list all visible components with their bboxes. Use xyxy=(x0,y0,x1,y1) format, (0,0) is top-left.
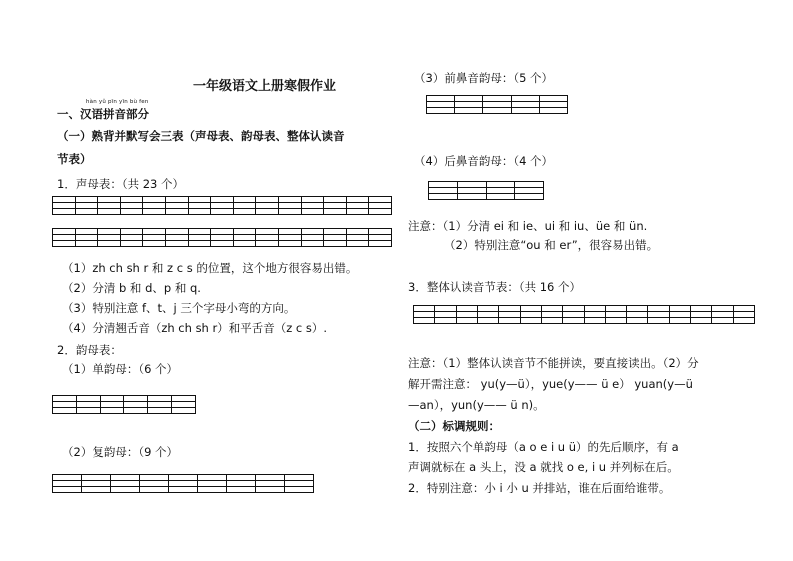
qianbi-label: （3）前鼻音韵母：（5 个） xyxy=(414,71,554,85)
rule-2: 2．特别注意：小 i 小 u 并排站，谁在后面给谁带。 xyxy=(408,481,671,495)
fuyunmu-table xyxy=(52,474,314,493)
note2-line3: —an），yun(y—— ü n)。 xyxy=(408,398,545,412)
shengmu-note-4: （4）分清翘舌音（zh ch sh r）和平舌音（z c s）. xyxy=(62,321,328,335)
note1-line1: 注意：（1）分清 ei 和 ie、ui 和 iu、üe 和 ün. xyxy=(408,219,648,233)
danyunmu-label: （1）单韵母：（6 个） xyxy=(62,362,179,376)
shengmu-label: 1．声母表：（共 23 个） xyxy=(57,177,185,191)
note1-line2: （2）特别注意“ou 和 er”，很容易出错。 xyxy=(444,238,659,252)
shengmu-table-top xyxy=(52,196,392,215)
shengmu-note-2: （2）分清 b 和 d、p 和 q. xyxy=(62,281,201,295)
fuyunmu-label: （2）复韵母：（9 个） xyxy=(62,445,179,459)
subsection-heading-2: （二）标调规则： xyxy=(408,419,500,433)
note2-line1: 注意：（1）整体认读音节不能拼读，要直接读出。（2）分 xyxy=(408,356,699,370)
subsection-heading-1-cont: 节表） xyxy=(57,152,92,166)
section-heading: 一、汉语拼音部分 xyxy=(57,107,149,121)
page-title: 一年级语文上册寒假作业 xyxy=(193,79,337,94)
qianbi-table xyxy=(426,95,568,114)
shengmu-table-bottom xyxy=(52,228,392,247)
rule-1-cont: 声调就标在 a 头上，没 a 就找 o e, i u 并列标在后。 xyxy=(408,460,679,474)
shengmu-note-1: （1）zh ch sh r 和 z c s 的位置，这个地方很容易出错。 xyxy=(62,261,358,275)
zhengti-table xyxy=(413,305,755,324)
pinyin-annotation: hàn yǔ pīn yīn bù fen xyxy=(86,99,149,105)
rule-1: 1．按照六个单韵母（a o e i u ü）的先后顺序，有 a xyxy=(408,440,679,454)
note2-line2: 解开需注意： yu(y—ü），yue(y—— ü e） yuan(y—ü xyxy=(408,377,693,391)
zhengti-label: 3．整体认读音节表：（共 16 个） xyxy=(408,280,582,294)
houbi-table xyxy=(428,181,544,200)
shengmu-note-3: （3）特别注意 f、t、j 三个字母小弯的方向。 xyxy=(62,301,296,315)
houbi-label: （4）后鼻音韵母：（4 个） xyxy=(414,154,554,168)
subsection-heading-1: （一）熟背并默写会三表（声母表、韵母表、整体认读音 xyxy=(57,129,345,143)
yunmu-label: 2．韵母表： xyxy=(57,343,122,357)
danyunmu-table xyxy=(52,395,196,414)
